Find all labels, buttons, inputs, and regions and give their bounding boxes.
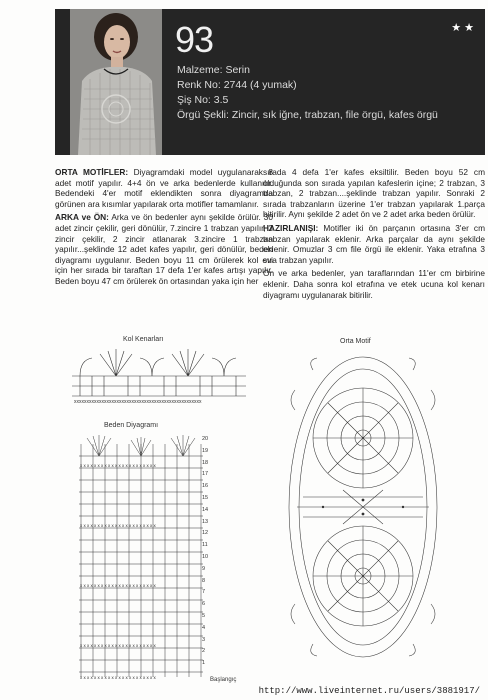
pattern-number: 93 [175,19,214,60]
row-number: 11 [202,542,208,549]
center-motif-title: Orta Motif [340,338,371,345]
spec-value: 2744 (4 yumak) [223,79,297,91]
start-label: Başlangıç [210,677,237,683]
heading-back-front: ARKA ve ÖN: [55,212,109,223]
paragraph-continuation: sırada 4 defa 1'er kafes eksiltilir. Beden boyu 52 cm olduğunda son sırada yapılan kafeslerin içine; 2 trabzan, 3 trabzan, 2 trabzan....şeklinde trabzan yapılır. Sonraki 2 sırada trabzanların üzerine 1'er trabzan yapılarak 1.parça bitirilir. Aynı şekilde 2 adet ön ve 2 adet arka beden örülür. [263,167,485,220]
row-number: 10 [202,553,209,560]
model-photo [70,9,162,155]
heading-center-motifs: ORTA MOTİFLER: [55,167,129,177]
row-number: 5 [202,612,206,619]
spec-label: Şiş No: [177,94,211,106]
row-number: 6 [202,601,206,608]
svg-text:x x x x x x x x x x x x x x x: x x x x x x x x x x x x x x x x x x x x x x [80,583,156,588]
spec-color [177,79,297,91]
sleeve-edge-diagram [70,346,250,406]
row-number: 12 [202,530,209,537]
spec-value: Zincir, sık iğne, trabzan, file örgü, kafes örgü [231,109,438,121]
spec-label: Örgü Şekli: [177,109,229,121]
row-number: 20 [202,436,209,442]
row-number: 19 [202,447,209,454]
row-number: 16 [202,483,209,490]
instructions-right-column [263,167,485,303]
row-number: 15 [202,494,209,501]
row-number: 3 [202,636,206,643]
spec-value: 3.5 [213,94,229,106]
instructions-left-column [55,167,273,290]
source-url: http://www.liveinternet.ru/users/3881917/ [258,686,480,696]
center-motif-diagram [283,350,443,665]
svg-text:x x x x x x x x x x x x x x x: x x x x x x x x x x x x x x x x x x x x x x [80,523,156,528]
text-assembly: Motifler iki ön parçanın ortasına 3'er cm trabzan yapılarak eklenir. Arka parçalar da aynı şekilde eklenir. Omuzlar 3 cm file örgü ile eklenir. Yaka etrafına 3 sıra trabzan yapılır. [263,222,485,265]
pattern-header [55,9,485,155]
svg-text:xxxxxxxxxxxxxxxxxxxxxxxxxxxxxx: xxxxxxxxxxxxxxxxxxxxxxxxxxxxxxxxxxxxxxxxxxxxxxxxxxx [74,399,202,405]
spec-material [177,64,250,76]
row-number: 17 [202,471,209,478]
spec-value: Serin [225,64,250,76]
row-number: 13 [202,518,209,525]
row-number: 1 [202,660,206,667]
text-back-front: Arka ve ön bedenler aynı şekilde örülür. 30 adet zincir çekilir, geri dönülür, 7.zincire 1 trabzan yapılır, 2 zincir çekilir, 2 zincir atlanarak 3.zincire 1 trabzan yapılır...şeklinde 12 adet kafes yapılır, geri dönülür, beden diyagramı uygulanır. Beden boyu 11 cm örülerek kol evi için her sırada bir taraftan 17 defa 1'er kafes artışı yapılır. Beden boyu 47 cm örülerek ön ortasından yaka için her [55,212,273,286]
row-number: 14 [202,506,209,513]
text-center-motifs: Diyagramdaki model uygulanarak 8 adet motif yapılır. 4+4 ön ve arka bedenlerde kullanılır. Bedendeki 4'er motif eklendikten sonra diyagramda görünen ara kısımlar yapılarak orta motifler tamamlanır. [55,167,273,209]
row-number-column [202,434,216,670]
spec-needle [177,94,228,106]
spec-stitch [177,109,438,121]
row-number: 8 [202,577,206,584]
paragraph-assembly [263,223,485,265]
svg-text:x x x x x x x x x x x x x x x: x x x x x x x x x x x x x x x x x x x x x x [80,643,156,648]
body-diagram-title: Beden Diyagramı [104,422,159,429]
spec-label: Renk No: [177,79,221,91]
sleeve-edge-title: Kol Kenarları [123,336,164,343]
row-number: 7 [202,589,206,596]
row-number: 4 [202,624,206,631]
svg-text:x x x x x x x x x x x x x x x: x x x x x x x x x x x x x x x x x x x x x x [80,675,156,680]
row-number: 18 [202,459,209,466]
paragraph-back-front [55,212,273,286]
spec-label: Malzeme: [177,64,223,76]
body-diagram [75,432,215,682]
paragraph-center-motifs [55,167,273,209]
row-number: 9 [202,565,206,572]
difficulty-stars: ★★ [451,22,477,34]
paragraph-finishing: Ön ve arka bedenler, yan taraflarından 11'er cm birbirine eklenir. Daha sonra kol etrafına ve etek ucuna kol kenarı diyagramı uygulanarak bitirilir. [263,268,485,300]
svg-text:x x x x x x x x x x x x x x x: x x x x x x x x x x x x x x x x x x x x x x [80,463,156,468]
heading-assembly: HAZIRLANIŞI: [263,222,319,233]
row-number: 2 [202,648,206,655]
